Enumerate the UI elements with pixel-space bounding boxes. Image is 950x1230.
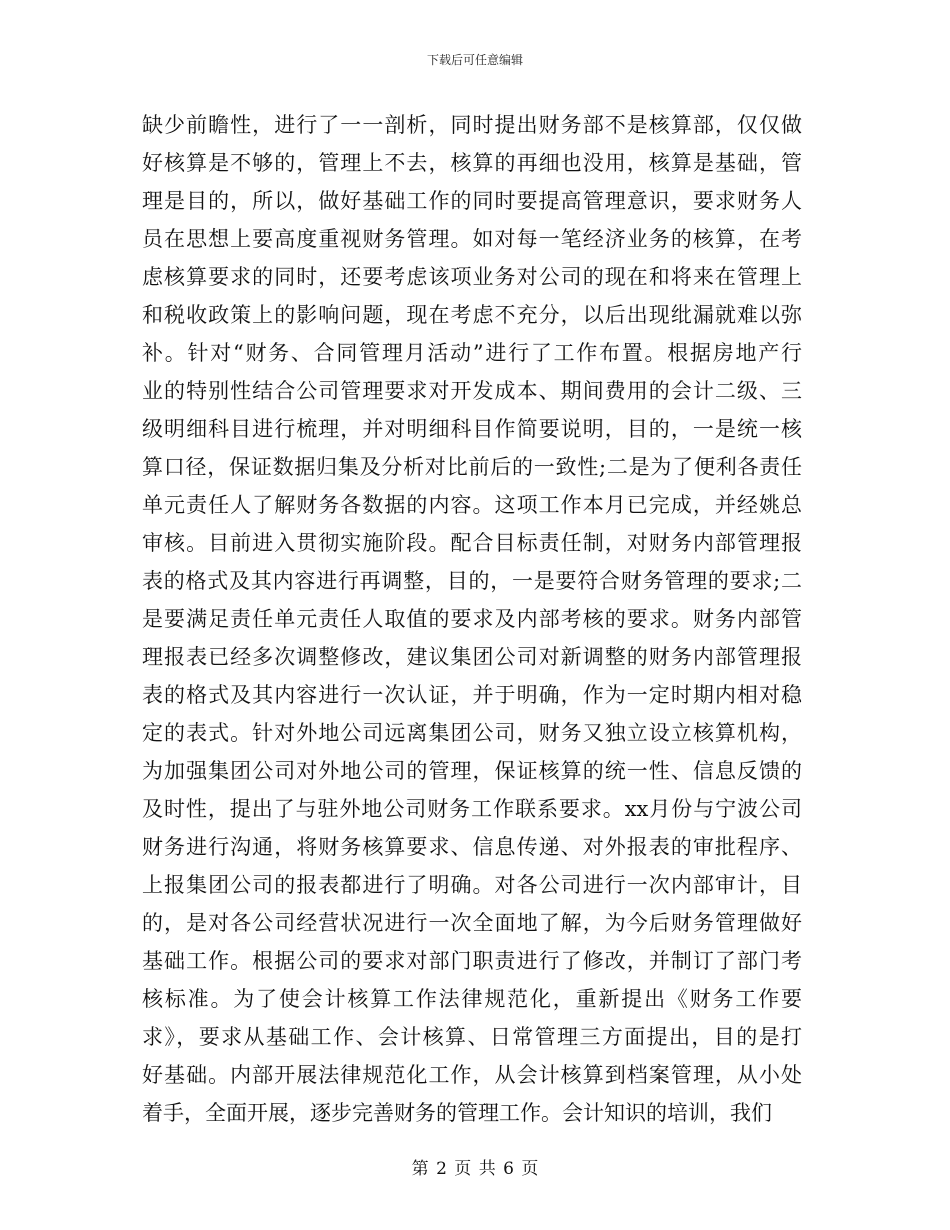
text-line: 好核算是不够的，管理上不去，核算的再细也没用，核算是基础，管 [142,151,802,175]
text-line: 的，是对各公司经营状况进行一次全面地了解，为今后财务管理做好 [142,911,802,935]
text-line: 员在思想上要高度重视财务管理。如对每一笔经济业务的核算，在考 [142,227,802,251]
page-header-note: 下载后可任意编辑 [426,53,523,67]
text-line: 虑核算要求的同时，还要考虑该项业务对公司的现在和将来在管理上 [142,265,802,289]
text-line: 求》，要求从基础工作、会计核算、日常管理三方面提出，目的是打 [142,1025,802,1049]
text-line: 理报表已经多次调整修改，建议集团公司对新调整的财务内部管理报 [142,645,802,669]
text-line: 及时性，提出了与驻外地公司财务工作联系要求。xx月份与宁波公司 [142,797,802,821]
body-text [142,106,802,1132]
page-number: 第 2 页 共 6 页 [411,1159,539,1179]
text-line: 上报集团公司的报表都进行了明确。对各公司进行一次内部审计，目 [142,873,802,897]
text-line: 审核。目前进入贯彻实施阶段。配合目标责任制，对财务内部管理报 [142,531,802,555]
text-line: 算口径，保证数据归集及分析对比前后的一致性;二是为了便利各责任 [142,455,802,479]
text-line: 单元责任人了解财务各数据的内容。这项工作本月已完成，并经姚总 [142,493,802,517]
text-line: 级明细科目进行梳理，并对明细科目作简要说明，目的，一是统一核 [142,417,802,441]
text-line: 是要满足责任单元责任人取值的要求及内部考核的要求。财务内部管 [142,607,802,631]
text-line: 定的表式。针对外地公司远离集团公司，财务又独立设立核算机构， [142,721,802,745]
text-line: 财务进行沟通，将财务核算要求、信息传递、对外报表的审批程序、 [142,835,802,859]
text-line: 表的格式及其内容进行一次认证，并于明确，作为一定时期内相对稳 [142,683,802,707]
text-line: 表的格式及其内容进行再调整，目的，一是要符合财务管理的要求;二 [142,569,802,593]
text-line: 和税收政策上的影响问题，现在考虑不充分，以后出现纰漏就难以弥 [142,303,802,327]
text-line: 核标准。为了使会计核算工作法律规范化，重新提出《财务工作要 [142,987,802,1011]
text-line: 缺少前瞻性，进行了一一剖析，同时提出财务部不是核算部，仅仅做 [142,113,802,137]
text-line: 好基础。内部开展法律规范化工作，从会计核算到档案管理，从小处 [142,1063,802,1087]
text-line: 基础工作。根据公司的要求对部门职责进行了修改，并制订了部门考 [142,949,802,973]
text-line: 理是目的，所以，做好基础工作的同时要提高管理意识，要求财务人 [142,189,802,213]
text-line: 业的特别性结合公司管理要求对开发成本、期间费用的会计二级、三 [142,379,802,403]
text-line: 为加强集团公司对外地公司的管理，保证核算的统一性、信息反馈的 [142,759,802,783]
text-line: 着手，全面开展，逐步完善财务的管理工作。会计知识的培训，我们 [142,1101,772,1125]
text-line: 补。针对“财务、合同管理月活动”进行了工作布置。根据房地产行 [142,341,802,365]
